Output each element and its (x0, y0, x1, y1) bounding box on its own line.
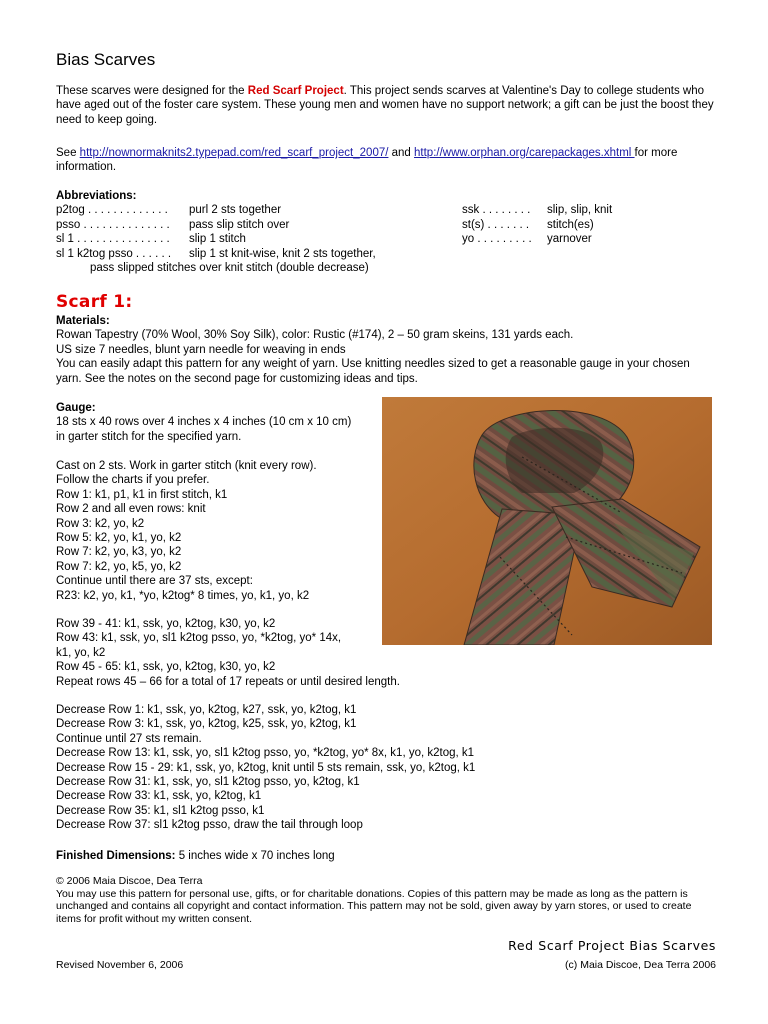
abbreviations-section (56, 189, 716, 275)
abbreviation-value: yarnover (547, 233, 592, 246)
scarf-title: Scarf 1 (56, 292, 126, 312)
instruction-line: Follow the charts if you prefer. (56, 474, 210, 487)
copyright-line: © 2006 Maia Discoe, Dea Terra (56, 875, 203, 887)
instruction-line: Cast on 2 sts. Work in garter stitch (knit every row). (56, 460, 317, 472)
red-scarf-project-highlight: Red Scarf Project (247, 85, 344, 97)
finished-value: 5 inches wide x 70 inches long (175, 850, 335, 862)
intro-text-end: . This project sends scarves at Valentine's Day to college students who have aged out of the foster care system. These young men and women have no support network; a gift can be just the boost they need to keep going. (56, 85, 714, 126)
decrease-line: Continue until 27 sts remain. (56, 732, 202, 745)
instruction-line: Row 39 - 41: k1, ssk, yo, k2tog, k30, yo, k2 (56, 618, 276, 630)
materials-heading: Materials: (56, 315, 110, 327)
gauge-section (56, 401, 361, 444)
footer-revised: Revised November 6, 2006 (56, 959, 184, 971)
abbreviation-row (56, 203, 716, 217)
materials-line: Rowan Tapestry (70% Wool, 30% Soy Silk), color: Rustic (#174), 2 – 50 gram skeins, 131 yards each. (56, 329, 574, 342)
intro-text-start: These scarves were designed for the (56, 85, 248, 97)
abbreviation-row (56, 247, 716, 261)
instruction-line: Row 3: k2, yo, k2 (56, 517, 145, 530)
abbreviation-row (56, 232, 716, 246)
decrease-line: Decrease Row 31: k1, ssk, yo, sl1 k2tog psso, yo, k2tog, k1 (56, 776, 360, 789)
gauge-heading: Gauge: (56, 402, 96, 414)
abbreviation-value: purl 2 sts together (189, 204, 282, 217)
abbreviation-key: st(s) . . . . . . . (462, 218, 530, 231)
abbreviation-value: stitch(es) (547, 218, 594, 231)
decrease-line: Decrease Row 15 - 29: k1, ssk, yo, k2tog, knit until 5 sts remain, ssk, yo, k2tog, k1 (56, 761, 476, 774)
instruction-line: Row 45 - 65: k1, ssk, yo, k2tog, k30, yo, k2 (56, 661, 276, 674)
instruction-line: Row 7: k2, yo, k3, yo, k2 (56, 546, 182, 559)
instruction-line: Repeat rows 45 – 66 for a total of 17 repeats or until desired length. (56, 675, 400, 688)
abbreviation-row (56, 218, 716, 232)
instructions-block-1 (56, 459, 386, 603)
gauge-text: 18 sts x 40 rows over 4 inches x 4 inches (10 cm x 10 cm) in garter stitch for the specified yarn. (56, 416, 352, 443)
scarf-title-colon: : (125, 292, 133, 312)
abbreviations-heading: Abbreviations: (56, 190, 137, 202)
copyright-section (56, 875, 716, 925)
instruction-line: Row 1: k1, p1, k1 in first stitch, k1 (56, 488, 228, 501)
abbreviation-key: sl 1 k2tog psso . . . . . . (56, 247, 172, 260)
see-paragraph (56, 146, 716, 175)
intro-paragraph (56, 84, 716, 127)
decrease-line: Decrease Row 37: sl1 k2tog psso, draw the tail through loop (56, 819, 363, 832)
abbreviation-value: slip, slip, knit (547, 204, 613, 217)
decrease-line: Decrease Row 35: k1, sl1 k2tog psso, k1 (56, 804, 265, 817)
see-more-info-text: for more information. (56, 147, 678, 174)
abbreviation-value: slip 1 st knit-wise, knit 2 sts together, (189, 247, 376, 260)
finished-dimensions (56, 849, 716, 863)
instruction-line: R23: k2, yo, k1, *yo, k2tog* 8 times, yo, k1, yo, k2 (56, 589, 310, 602)
abbreviation-key: sl 1 . . . . . . . . . . . . . . . (56, 233, 170, 246)
instruction-line: k1, yo, k2 (56, 646, 106, 659)
see-and-text: and (388, 147, 415, 159)
decrease-line: Decrease Row 13: k1, ssk, yo, sl1 k2tog psso, yo, *k2tog, yo* 8x, k1, yo, k2tog, k1 (56, 747, 475, 760)
instruction-line: Row 2 and all even rows: knit (56, 503, 206, 516)
decrease-line: Decrease Row 3: k1, ssk, yo, k2tog, k25, ssk, yo, k2tog, k1 (56, 718, 357, 731)
materials-section (56, 314, 716, 386)
abbreviation-continuation: pass slipped stitches over knit stitch (double decrease) (90, 261, 369, 274)
instruction-line: Row 43: k1, ssk, yo, sl1 k2tog psso, yo, *k2tog, yo* 14x, (56, 632, 342, 645)
instruction-line: Row 5: k2, yo, k1, yo, k2 (56, 532, 182, 545)
decrease-line: Decrease Row 33: k1, ssk, yo, k2tog, k1 (56, 790, 262, 803)
abbreviation-key: yo . . . . . . . . . (462, 233, 532, 246)
decrease-line: Decrease Row 1: k1, ssk, yo, k2tog, k27, ssk, yo, k2tog, k1 (56, 704, 357, 716)
decrease-section (56, 703, 716, 833)
instruction-line: Continue until there are 37 sts, except: (56, 575, 253, 588)
instruction-line: Row 7: k2, yo, k5, yo, k2 (56, 560, 182, 573)
copyright-text: You may use this pattern for personal use, gifts, or for charitable donations. Copies of this pattern may be made as long as the pattern is unchanged and contains all copyright and contact information. This pattern may not be sold, given away by yarn stores, or used to create items for profit without my written consent. (56, 887, 692, 925)
see-text: See (56, 147, 80, 159)
abbreviation-key: psso . . . . . . . . . . . . . . (56, 218, 170, 231)
page-title: Bias Scarves (56, 50, 156, 69)
red-scarf-link[interactable]: http://nownormaknits2.typepad.com/red_scarf_project_2007/ (79, 147, 389, 159)
orphan-link[interactable]: http://www.orphan.org/carepackages.xhtml (414, 147, 635, 159)
footer-credit: (c) Maia Discoe, Dea Terra 2006 (565, 959, 716, 971)
materials-line: You can easily adapt this pattern for any weight of yarn. Use knitting needles sized to get a reasonable gauge in your chosen yarn. See the notes on the second page for customizing ideas and tips. (56, 358, 690, 385)
abbreviation-key: p2tog . . . . . . . . . . . . . (56, 204, 168, 217)
scarf-photo (382, 397, 712, 645)
footer-title: Red Scarf Project Bias Scarves (508, 938, 716, 953)
abbreviation-value: pass slip stitch over (189, 218, 290, 231)
abbreviation-value: slip 1 stitch (189, 233, 246, 246)
scarf-heading (56, 291, 133, 313)
materials-line: US size 7 needles, blunt yarn needle for weaving in ends (56, 343, 346, 356)
finished-label: Finished Dimensions: (56, 850, 176, 862)
abbreviation-key: ssk . . . . . . . . (462, 204, 531, 217)
